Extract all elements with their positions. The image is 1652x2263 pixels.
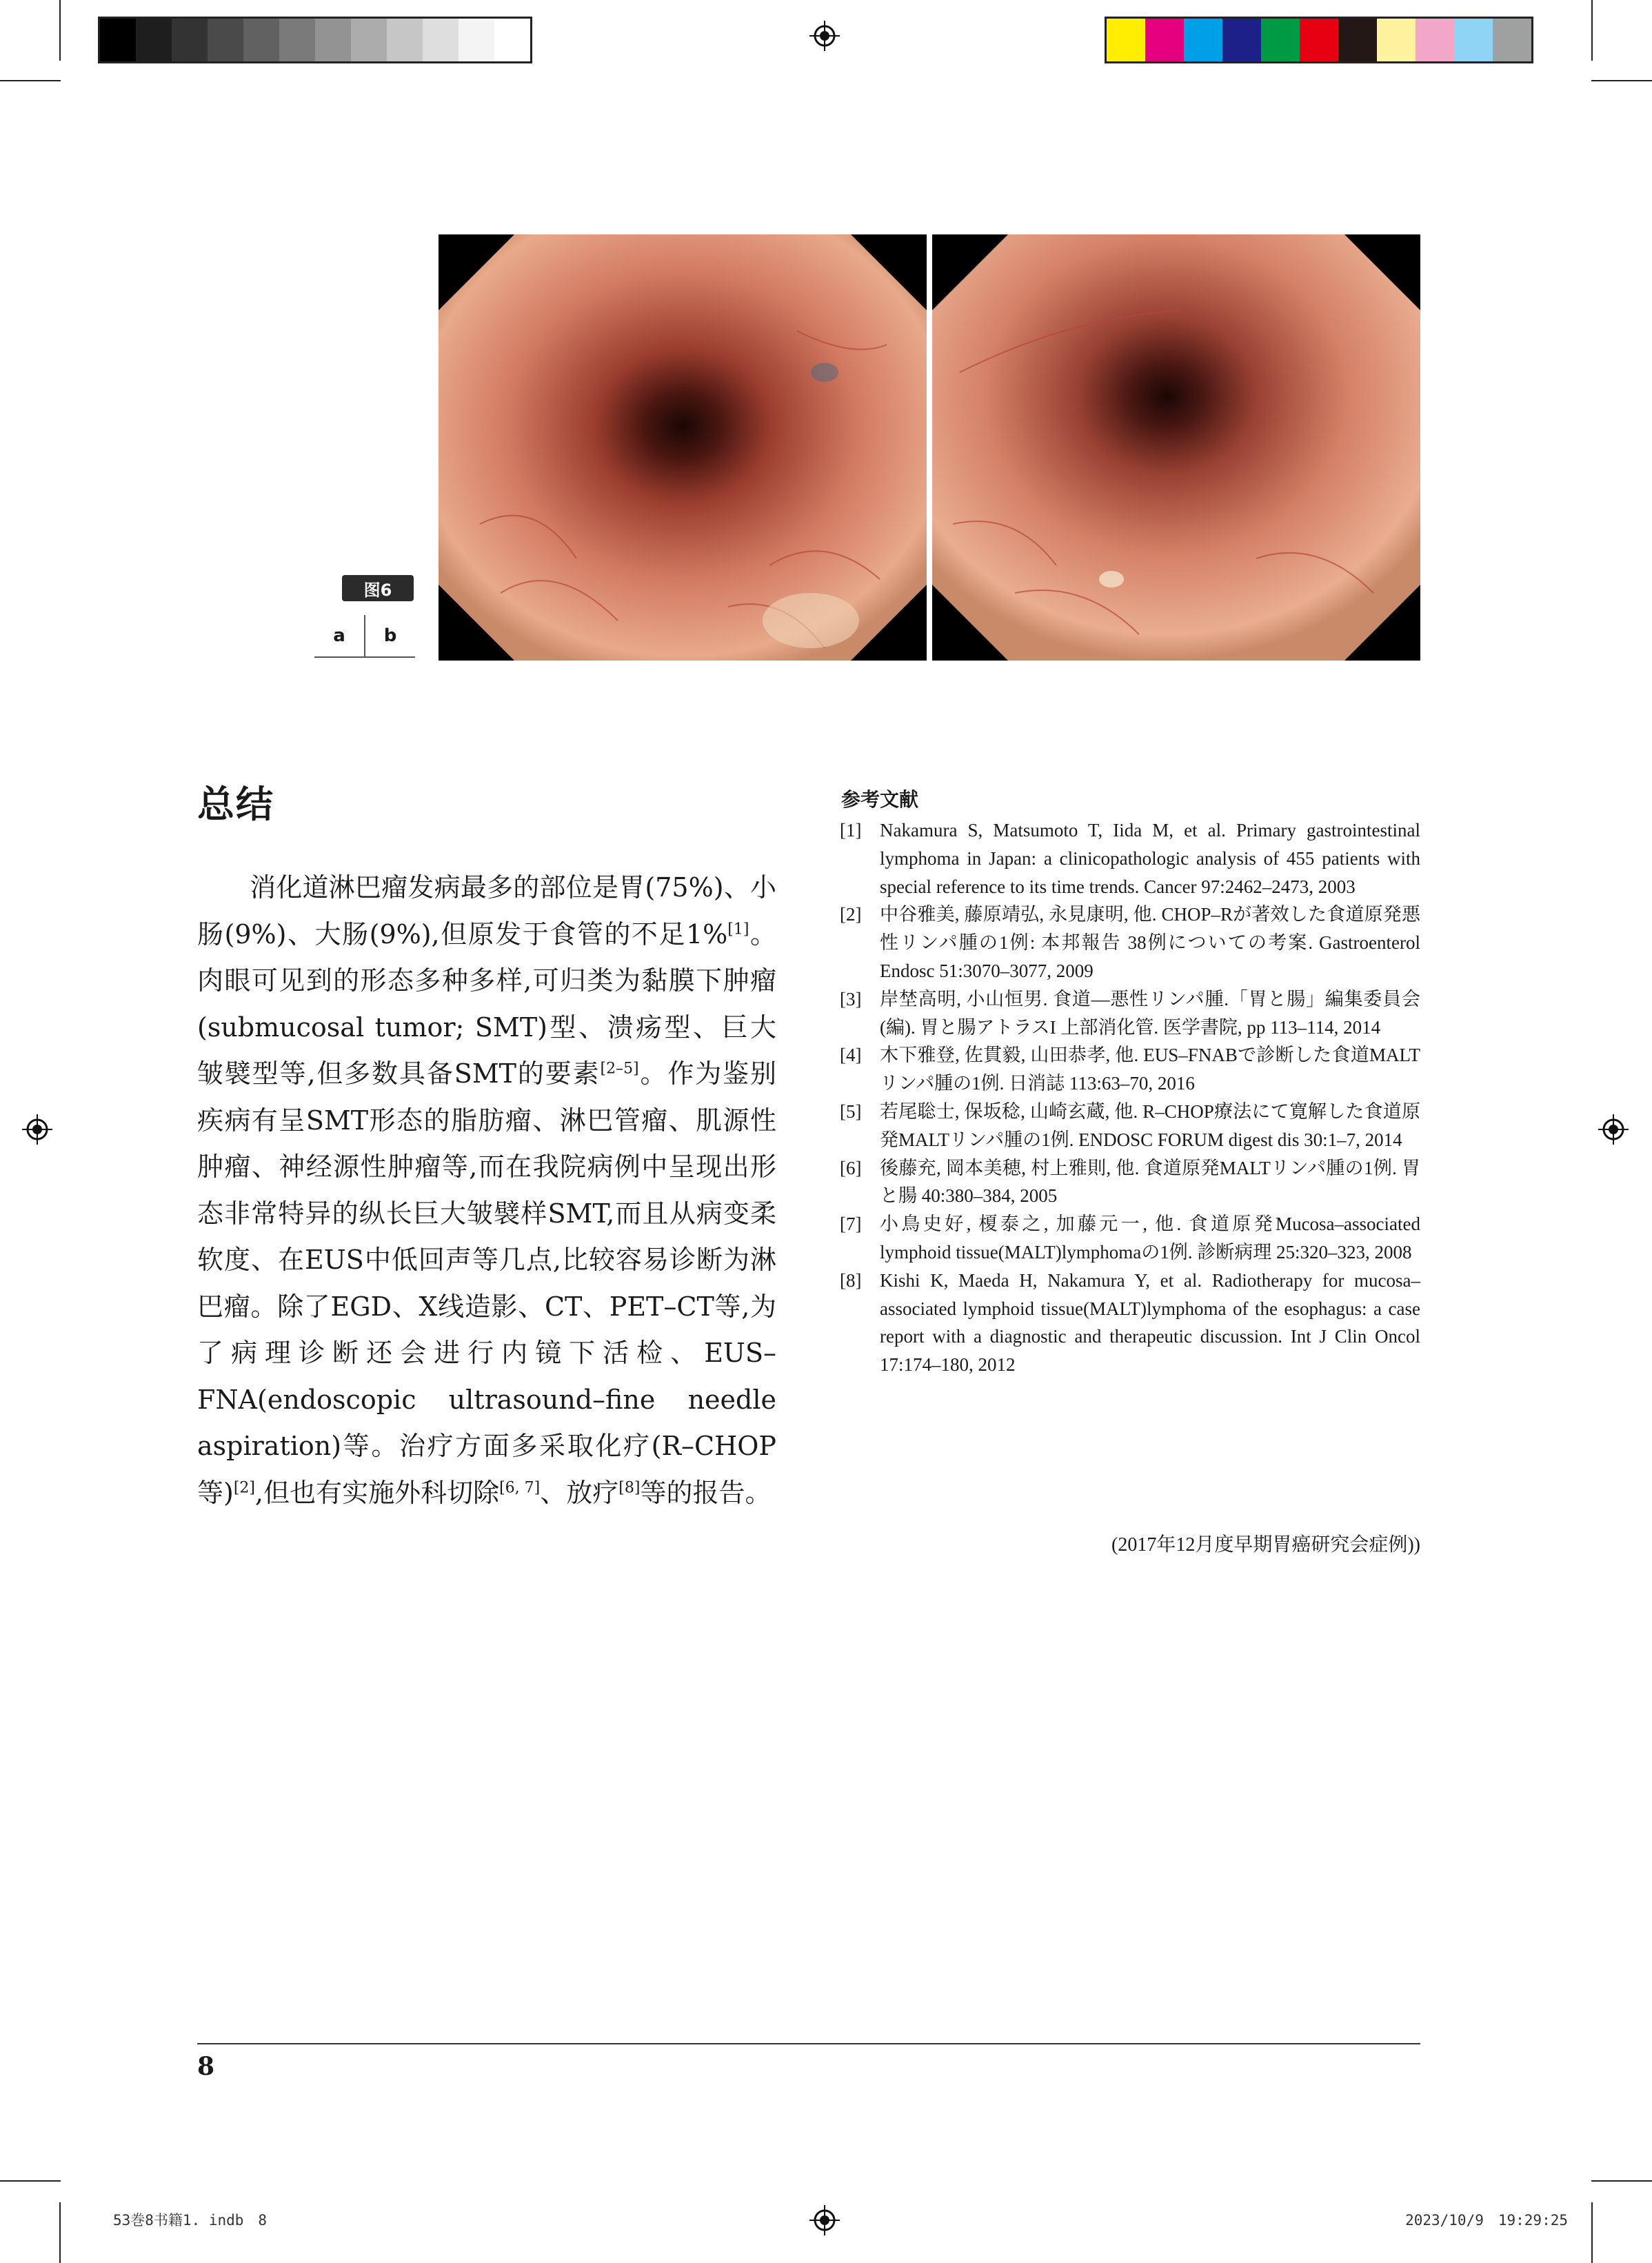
paragraph-text: ,但也有实施外科切除: [255, 1477, 500, 1508]
gray-swatch: [208, 19, 243, 61]
reference-item: [840, 1210, 1420, 1267]
footer-divider: [197, 2043, 1420, 2044]
registration-mark-icon: [1598, 1114, 1629, 1145]
reference-number: [3]: [840, 988, 862, 1009]
paragraph-text: 、放疗: [540, 1477, 619, 1508]
reference-text: 後藤充, 岡本美穂, 村上雅則, 他. 食道原発MALTリンパ腫の1例. 胃と腸 40:380–384, 2005: [880, 1157, 1420, 1207]
gray-swatch: [459, 19, 494, 61]
gray-swatch: [315, 19, 351, 61]
color-swatch: [1338, 19, 1377, 61]
reference-item: [840, 901, 1420, 985]
crop-mark: [1591, 2202, 1593, 2263]
figure-panel-key: [314, 615, 415, 658]
print-slug-file: 53巻8书籍1. indb 8: [113, 2212, 268, 2229]
crop-mark: [59, 2202, 61, 2263]
citation-ref: [6, 7]: [499, 1478, 541, 1496]
gray-swatch: [351, 19, 387, 61]
paragraph-text: 。肉眼可见到的形态多种多样,可归类为黏膜下肿瘤(submucosal tumor; SMT)型、溃疡型、巨大皱襞型等,但多数具备SMT的要素: [197, 918, 776, 1089]
reference-item: [840, 816, 1420, 901]
summary-paragraph: [197, 865, 776, 1516]
citation-ref: [2]: [233, 1478, 255, 1496]
reference-item: [840, 985, 1420, 1042]
crop-mark: [0, 2180, 61, 2182]
citation-ref: [2–5]: [600, 1060, 639, 1078]
gray-swatch: [136, 19, 172, 61]
gray-swatch: [423, 19, 459, 61]
case-source-note: (2017年12月度早期胃癌研究会症例)): [1111, 1534, 1420, 1556]
section-title: 总结: [197, 782, 274, 826]
endoscopy-image-b: [932, 234, 1420, 661]
color-swatch: [1454, 19, 1493, 61]
gray-swatch: [243, 19, 279, 61]
color-swatch: [1222, 19, 1261, 61]
crop-mark: [1591, 80, 1652, 81]
reference-number: [1]: [840, 820, 862, 841]
endoscopy-image-a: [439, 234, 927, 661]
reference-item: [840, 1154, 1420, 1211]
reference-number: [2]: [840, 904, 862, 925]
registration-mark-icon: [22, 1114, 52, 1145]
reference-text: 中谷雅美, 藤原靖弘, 永見康明, 他. CHOP–Rが著效した食道原発悪性リンパ腫の1例: 本邦報告 38例についての考案. Gastroenterol Endosc 51:3070–3077, 2009: [880, 904, 1420, 981]
crop-mark: [59, 0, 61, 61]
page-number: 8: [197, 2052, 215, 2081]
gray-swatch: [100, 19, 136, 61]
reference-text: 岸埜高明, 小山恒男. 食道—悪性リンパ腫.「胃と腸」編集委員会(編). 胃と腸アトラスI 上部消化管. 医学書院, pp 113–114, 2014: [880, 988, 1420, 1038]
paragraph-text: 等的报告。: [640, 1477, 772, 1508]
color-swatch: [1184, 19, 1222, 61]
print-slug-timestamp: 2023/10/9 19:29:25: [1405, 2212, 1568, 2229]
reference-text: Nakamura S, Matsumoto T, Iida M, et al. Primary gastrointestinal lymphoma in Japan: a clinicopathologic analysis of 455 patients with special reference to its time trends. Cancer 97:2462–2473, 2003: [880, 820, 1420, 897]
gray-swatch: [387, 19, 423, 61]
reference-text: 木下雅登, 佐貫毅, 山田恭孝, 他. EUS–FNABで診断した食道MALTリンパ腫の1例. 日消誌 113:63–70, 2016: [880, 1045, 1420, 1094]
reference-number: [4]: [840, 1045, 862, 1066]
gray-swatch: [494, 19, 530, 61]
panel-a-label: a: [333, 625, 345, 646]
color-swatch: [1493, 19, 1531, 61]
registration-mark-icon: [809, 2205, 840, 2235]
color-swatch: [1261, 19, 1300, 61]
reference-item: [840, 1267, 1420, 1379]
crop-mark: [0, 80, 61, 81]
reference-item: [840, 1098, 1420, 1154]
reference-text: 若尾聡士, 保坂稔, 山崎玄蔵, 他. R–CHOP療法にて寛解した食道原発MALTリンパ腫の1例. ENDOSC FORUM digest dis 30:1–7, 2014: [880, 1100, 1420, 1150]
reference-text: Kishi K, Maeda H, Nakamura Y, et al. Radiotherapy for mucosa–associated lymphoid tissue(MALT)lymphoma of the esophagus: a case report with a diagnostic and therapeutic discussion. Int J Clin Oncol 17:174–180, 2012: [880, 1269, 1420, 1376]
reference-item: [840, 1041, 1420, 1098]
paragraph-text: 。作为鉴别疾病有呈SMT形态的脂肪瘤、淋巴管瘤、肌源性肿瘤、神经源性肿瘤等,而在我院病例中呈现出形态非常特异的纵长巨大皱襞样SMT,而且从病变柔软度、在EUS中低回声等几点,比较容易诊断为淋巴瘤。除了EGD、X线造影、CT、PET–CT等,为了病理诊断还会进行内镜下活检、EUS–FNA(endoscopic ultrasound–fine needle aspiration)等。治疗方面多采取化疗(R–CHOP等): [197, 1058, 776, 1508]
citation-ref: [1]: [727, 920, 749, 938]
gray-swatch: [172, 19, 208, 61]
color-swatch: [1145, 19, 1184, 61]
gray-swatch: [279, 19, 315, 61]
grayscale-bar: [98, 17, 532, 63]
color-swatch: [1107, 19, 1145, 61]
color-bar: [1105, 17, 1533, 63]
reference-number: [7]: [840, 1214, 862, 1235]
reference-number: [8]: [840, 1269, 862, 1291]
reference-number: [5]: [840, 1100, 862, 1122]
paragraph-text: 消化道淋巴瘤发病最多的部位是胃(75%)、小肠(9%)、大肠(9%),但原发于食管的不足1%: [197, 872, 776, 949]
reference-list: [840, 816, 1420, 1379]
color-swatch: [1377, 19, 1416, 61]
crop-mark: [1591, 2180, 1652, 2182]
panel-b-label: b: [364, 615, 415, 656]
figure-label: 图6: [342, 575, 414, 601]
color-swatch: [1416, 19, 1454, 61]
color-swatch: [1300, 19, 1338, 61]
registration-mark-icon: [809, 21, 840, 51]
citation-ref: [8]: [618, 1478, 641, 1496]
references-title: 参考文献: [841, 788, 919, 811]
reference-text: 小鳥史好, 榎泰之, 加藤元一, 他. 食道原発Mucosa–associated lymphoid tissue(MALT)lymphomaの1例. 診断病理 25:320–323, 2008: [880, 1214, 1420, 1263]
reference-number: [6]: [840, 1157, 862, 1178]
crop-mark: [1591, 0, 1593, 61]
